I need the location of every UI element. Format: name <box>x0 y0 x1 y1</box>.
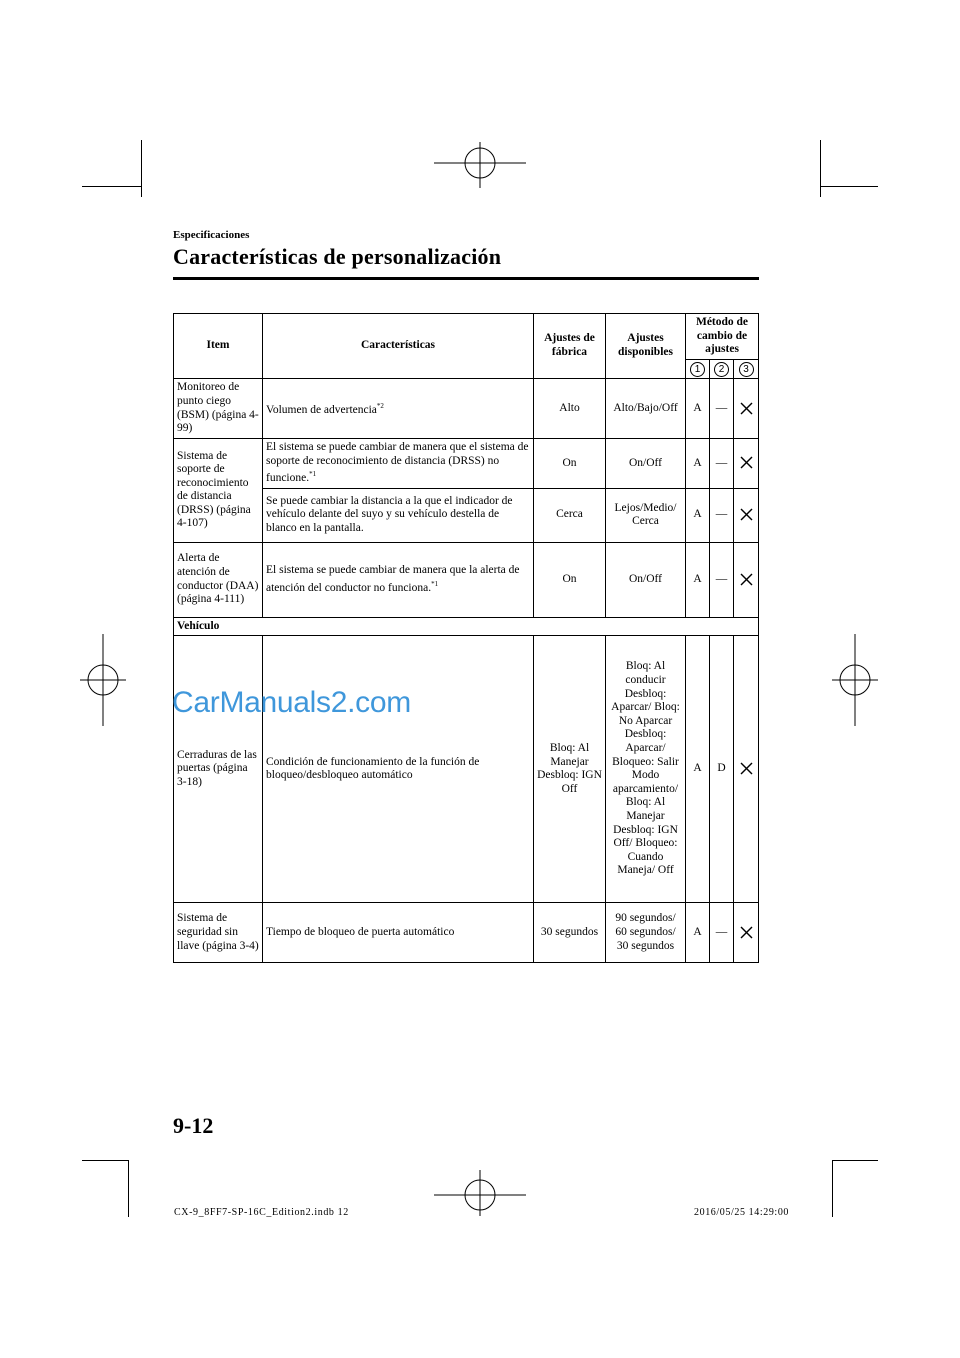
table-row <box>174 636 759 903</box>
feature-text: El sistema se puede cambiar de manera que la alerta de atención del conductor no funciona. <box>266 564 520 594</box>
method-col-1 <box>686 360 710 379</box>
row-item: Cerraduras de las puertas (página 3-18) <box>174 636 263 903</box>
row-method-1: A <box>686 379 710 439</box>
row-method-1: A <box>686 488 710 542</box>
feature-text: Tiempo de bloqueo de puerta automático <box>266 925 455 938</box>
feature-text: El sistema se puede cambiar de manera que el sistema de soporte de reconocimiento de distancia (DRSS) no funcione. <box>266 441 529 485</box>
registration-mark-left <box>80 634 126 726</box>
registration-mark-bottom <box>434 1170 526 1216</box>
section-row <box>174 617 759 636</box>
method-number-2-icon: 2 <box>714 362 729 377</box>
footnote-ref: *1 <box>309 470 317 479</box>
row-method-1: A <box>686 542 710 617</box>
row-factory: Alto <box>534 379 606 439</box>
row-factory: 30 segundos <box>534 903 606 963</box>
row-method-1: A <box>686 636 710 903</box>
feature-text: Condición de funcionamiento de la función de bloqueo/desbloqueo automático <box>266 755 480 782</box>
feature-text: Volumen de advertencia <box>266 403 377 416</box>
registration-mark-right <box>832 634 878 726</box>
not-available-x-icon <box>740 926 753 939</box>
method-number-3-icon: 3 <box>739 362 754 377</box>
row-method-3 <box>734 903 759 963</box>
not-available-x-icon <box>740 573 753 586</box>
row-item: Sistema de seguridad sin llave (página 3-4) <box>174 903 263 963</box>
row-factory: Bloq: Al Manejar Desbloq: IGN Off <box>534 636 606 903</box>
method-col-3 <box>734 360 759 379</box>
method-number-1-icon: 1 <box>690 362 705 377</box>
row-feature <box>263 379 534 439</box>
header-item: Item <box>174 314 263 379</box>
row-available: Lejos/Medio/ Cerca <box>606 488 686 542</box>
table-header-row <box>174 314 759 360</box>
row-method-2: — <box>710 379 734 439</box>
row-method-1: A <box>686 903 710 963</box>
row-item: Sistema de soporte de reconocimiento de distancia (DRSS) (página 4-107) <box>174 439 263 543</box>
row-feature <box>263 636 534 903</box>
row-available: On/Off <box>606 542 686 617</box>
header-method: Método de cambio de ajustes <box>686 314 759 360</box>
registration-mark-top <box>434 142 526 188</box>
row-available: On/Off <box>606 439 686 489</box>
row-available: 90 segundos/ 60 segundos/ 30 segundos <box>606 903 686 963</box>
method-col-2 <box>710 360 734 379</box>
table-row <box>174 542 759 617</box>
not-available-x-icon <box>740 456 753 469</box>
header-available: Ajustes disponibles <box>606 314 686 379</box>
row-factory: Cerca <box>534 488 606 542</box>
page-title: Características de personalización <box>173 244 502 269</box>
not-available-x-icon <box>740 762 753 775</box>
row-feature <box>263 488 534 542</box>
row-method-3 <box>734 542 759 617</box>
footnote-ref: *2 <box>376 401 384 410</box>
row-method-3 <box>734 439 759 489</box>
row-method-2: — <box>710 439 734 489</box>
row-method-3 <box>734 379 759 439</box>
feature-text: Se puede cambiar la distancia a la que el indicador de vehículo delante del suyo y su vehículo destella de blanco en la pantalla. <box>266 494 513 534</box>
section-label: Especificaciones <box>173 229 250 241</box>
footnote-ref: *1 <box>431 579 439 588</box>
table-row <box>174 439 759 489</box>
row-available: Bloq: Al conducir Desbloq: Aparcar/ Bloq: No Aparcar Desbloq: Aparcar/ Bloqueo: Salir Modo aparcamiento/ Bloq: Al Manejar Desbloq: IGN Off/ Bloqueo: Cuando Maneja/ Off <box>606 636 686 903</box>
customization-table <box>173 313 759 963</box>
not-available-x-icon <box>740 402 753 415</box>
table-row <box>174 903 759 963</box>
footer-timestamp: 2016/05/25 14:29:00 <box>694 1207 790 1218</box>
row-available: Alto/Bajo/Off <box>606 379 686 439</box>
row-method-3 <box>734 488 759 542</box>
row-feature <box>263 439 534 489</box>
page-number: 9-12 <box>173 1113 214 1138</box>
row-item: Monitoreo de punto ciego (BSM) (página 4-99) <box>174 379 263 439</box>
not-available-x-icon <box>740 508 753 521</box>
footer-filename: CX-9_8FF7-SP-16C_Edition2.indb 12 <box>174 1207 349 1218</box>
row-item: Alerta de atención de conductor (DAA) (página 4-111) <box>174 542 263 617</box>
row-feature <box>263 903 534 963</box>
header-factory: Ajustes de fábrica <box>534 314 606 379</box>
row-method-2: — <box>710 488 734 542</box>
header-features: Características <box>263 314 534 379</box>
section-vehiculo: Vehículo <box>174 617 759 636</box>
row-feature <box>263 542 534 617</box>
row-method-2: — <box>710 903 734 963</box>
table-row <box>174 379 759 439</box>
row-factory: On <box>534 542 606 617</box>
row-method-1: A <box>686 439 710 489</box>
row-method-3 <box>734 636 759 903</box>
title-rule <box>173 277 759 280</box>
row-method-2: D <box>710 636 734 903</box>
watermark-logo: CarManuals2.com <box>172 686 411 719</box>
row-factory: On <box>534 439 606 489</box>
row-method-2: — <box>710 542 734 617</box>
